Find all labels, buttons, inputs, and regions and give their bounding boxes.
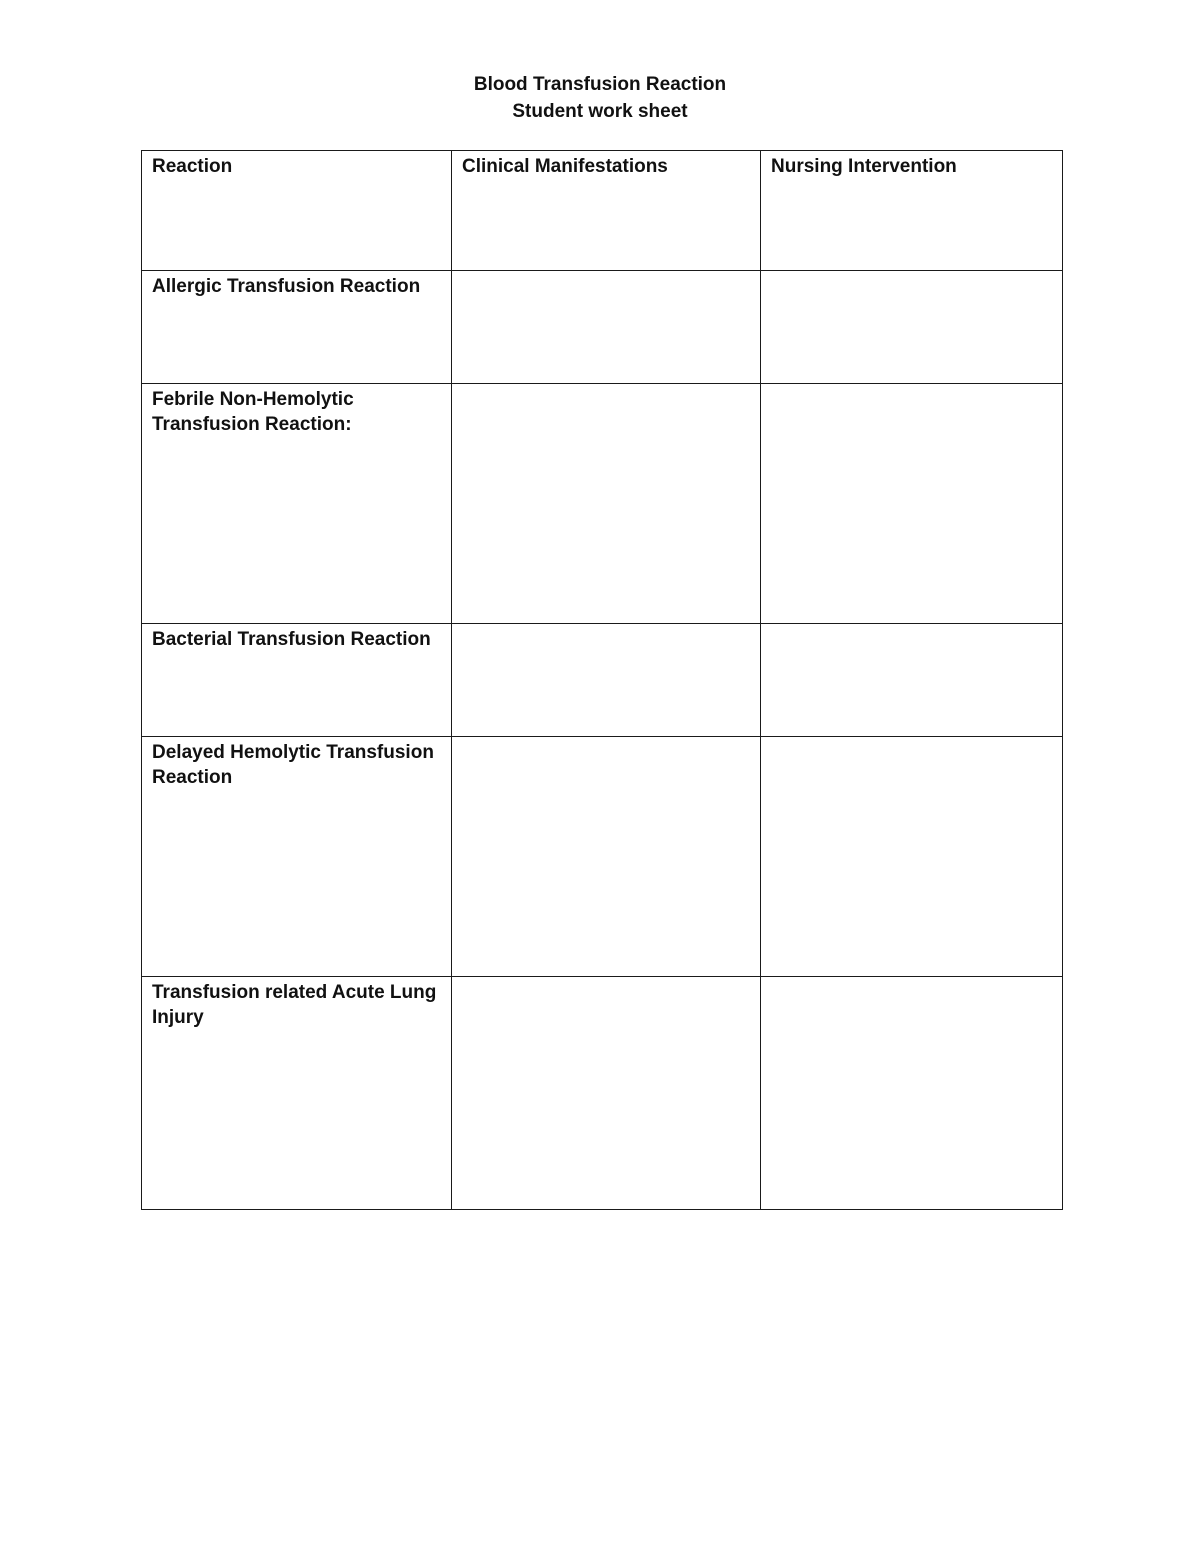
- clinical-manifestations-cell[interactable]: [452, 737, 761, 977]
- clinical-manifestations-cell[interactable]: [452, 384, 761, 624]
- table-row: [142, 384, 1063, 624]
- header-clinical-manifestations: Clinical Manifestations: [452, 151, 761, 271]
- table-row: [142, 737, 1063, 977]
- clinical-manifestations-cell[interactable]: [452, 624, 761, 737]
- reaction-cell: Transfusion related Acute Lung Injury: [142, 977, 452, 1210]
- reaction-cell: Delayed Hemolytic Transfusion Reaction: [142, 737, 452, 977]
- reaction-cell: Allergic Transfusion Reaction: [142, 271, 452, 384]
- reaction-cell: Febrile Non-Hemolytic Transfusion Reaction:: [142, 384, 452, 624]
- clinical-manifestations-cell[interactable]: [452, 271, 761, 384]
- table-row: [142, 624, 1063, 737]
- header-reaction: Reaction: [142, 151, 452, 271]
- header-nursing-intervention: Nursing Intervention: [761, 151, 1063, 271]
- table-header-row: [142, 151, 1063, 271]
- table-row: [142, 977, 1063, 1210]
- nursing-intervention-cell[interactable]: [761, 737, 1063, 977]
- nursing-intervention-cell[interactable]: [761, 271, 1063, 384]
- reaction-cell: Bacterial Transfusion Reaction: [142, 624, 452, 737]
- nursing-intervention-cell[interactable]: [761, 624, 1063, 737]
- nursing-intervention-cell[interactable]: [761, 384, 1063, 624]
- table-row: [142, 271, 1063, 384]
- clinical-manifestations-cell[interactable]: [452, 977, 761, 1210]
- document-header: [0, 71, 1200, 125]
- document-subtitle: Student work sheet: [512, 101, 688, 122]
- document-title: Blood Transfusion Reaction: [473, 74, 727, 95]
- worksheet-table: [141, 150, 1063, 1210]
- nursing-intervention-cell[interactable]: [761, 977, 1063, 1210]
